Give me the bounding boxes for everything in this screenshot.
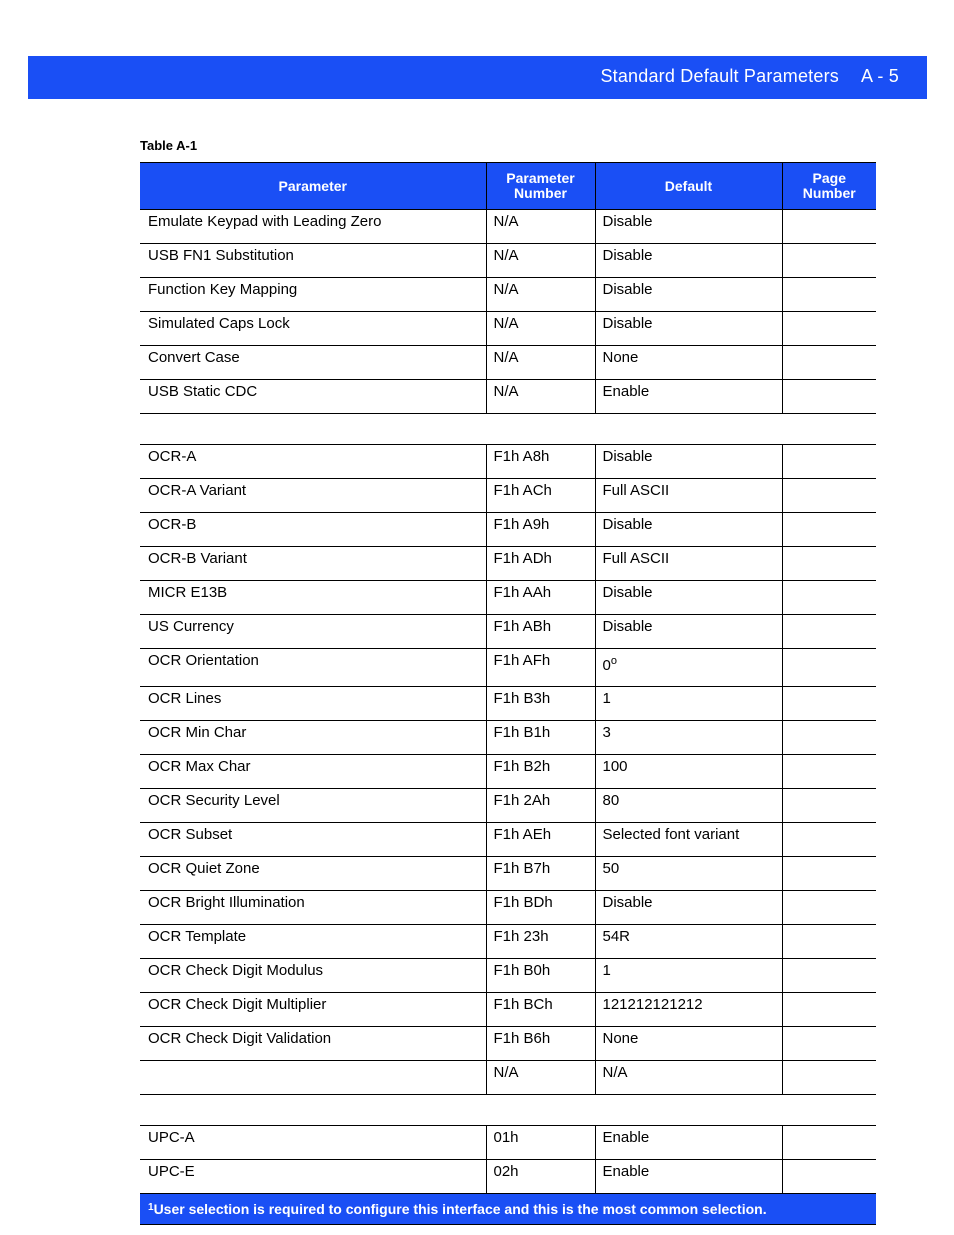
cell-default: Selected font variant [595, 823, 782, 857]
table-row [140, 547, 876, 581]
cell-page-number [782, 823, 876, 857]
table-row [140, 1160, 876, 1194]
cell-page-number [782, 1126, 876, 1160]
cell-parameter-number: F1h 2Ah [486, 789, 595, 823]
cell-parameter-number: N/A [486, 278, 595, 312]
cell-default: 50 [595, 857, 782, 891]
header-page-number: A - 5 [860, 66, 899, 86]
table-row [140, 823, 876, 857]
cell-default: Full ASCII [595, 547, 782, 581]
cell-default: Disable [595, 581, 782, 615]
cell-default: None [595, 1027, 782, 1061]
group-spacer [140, 414, 876, 445]
footnote [140, 1194, 876, 1225]
cell-parameter: OCR-B Variant [140, 547, 486, 581]
cell-page-number [782, 857, 876, 891]
cell-default: N/A [595, 1061, 782, 1095]
cell-parameter: OCR Quiet Zone [140, 857, 486, 891]
table-row [140, 445, 876, 479]
cell-parameter-number: 02h [486, 1160, 595, 1194]
cell-parameter-number: F1h B3h [486, 687, 595, 721]
cell-default: Enable [595, 380, 782, 414]
cell-parameter: OCR Orientation [140, 649, 486, 687]
cell-default: 3 [595, 721, 782, 755]
cell-parameter: OCR Security Level [140, 789, 486, 823]
table-row [140, 959, 876, 993]
cell-page-number [782, 581, 876, 615]
footnote-marker: 1 [148, 1202, 154, 1213]
column-header-parameter: Parameter [140, 163, 486, 210]
cell-parameter: UPC-E [140, 1160, 486, 1194]
cell-page-number [782, 755, 876, 789]
cell-default: Disable [595, 210, 782, 244]
cell-default: Full ASCII [595, 479, 782, 513]
default-value: 0 [602, 657, 611, 674]
table-row [140, 789, 876, 823]
table-row [140, 755, 876, 789]
cell-parameter: Simulated Caps Lock [140, 312, 486, 346]
table-row [140, 615, 876, 649]
cell-default: Enable [595, 1160, 782, 1194]
cell-page-number [782, 547, 876, 581]
cell-parameter [140, 1061, 486, 1095]
cell-page-number [782, 959, 876, 993]
cell-default: Disable [595, 615, 782, 649]
cell-page-number [782, 891, 876, 925]
cell-parameter: UPC-A [140, 1126, 486, 1160]
cell-parameter-number: F1h AEh [486, 823, 595, 857]
cell-parameter-number: N/A [486, 1061, 595, 1095]
table-body [140, 210, 876, 1194]
cell-parameter: Emulate Keypad with Leading Zero [140, 210, 486, 244]
cell-default: 121212121212 [595, 993, 782, 1027]
cell-parameter-number: F1h B1h [486, 721, 595, 755]
cell-page-number [782, 1027, 876, 1061]
degree-symbol: o [610, 655, 617, 667]
cell-parameter: OCR Bright Illumination [140, 891, 486, 925]
table-row [140, 891, 876, 925]
cell-page-number [782, 346, 876, 380]
cell-parameter-number: F1h BDh [486, 891, 595, 925]
cell-default: None [595, 346, 782, 380]
cell-parameter: OCR-A [140, 445, 486, 479]
cell-default: 1 [595, 687, 782, 721]
group-spacer-row [140, 1095, 876, 1126]
cell-page-number [782, 1160, 876, 1194]
cell-default: Disable [595, 312, 782, 346]
page-header-bar [28, 56, 927, 99]
footnote-row [140, 1194, 876, 1225]
cell-parameter-number: F1h ACh [486, 479, 595, 513]
cell-parameter: OCR Check Digit Validation [140, 1027, 486, 1061]
cell-page-number [782, 278, 876, 312]
table-row [140, 1126, 876, 1160]
cell-parameter-number: N/A [486, 346, 595, 380]
cell-page-number [782, 649, 876, 687]
cell-default: Disable [595, 244, 782, 278]
cell-parameter: OCR Check Digit Multiplier [140, 993, 486, 1027]
cell-page-number [782, 479, 876, 513]
cell-parameter-number: F1h B2h [486, 755, 595, 789]
cell-parameter: OCR Max Char [140, 755, 486, 789]
cell-parameter: Function Key Mapping [140, 278, 486, 312]
group-spacer [140, 1095, 876, 1126]
cell-parameter: OCR Lines [140, 687, 486, 721]
parameters-table [140, 162, 876, 1225]
cell-parameter-number: N/A [486, 210, 595, 244]
column-header-default: Default [595, 163, 782, 210]
cell-page-number [782, 789, 876, 823]
table-row [140, 513, 876, 547]
cell-page-number [782, 1061, 876, 1095]
cell-page-number [782, 312, 876, 346]
table-row [140, 346, 876, 380]
cell-parameter-number: F1h ADh [486, 547, 595, 581]
cell-parameter: OCR-B [140, 513, 486, 547]
cell-parameter-number: F1h 23h [486, 925, 595, 959]
cell-parameter-number: F1h A9h [486, 513, 595, 547]
cell-parameter-number: N/A [486, 380, 595, 414]
table-row [140, 721, 876, 755]
footnote-text: User selection is required to configure this interface and this is the most common selection. [153, 1201, 767, 1217]
cell-default: Enable [595, 1126, 782, 1160]
cell-page-number [782, 244, 876, 278]
cell-default: Disable [595, 891, 782, 925]
cell-page-number [782, 380, 876, 414]
cell-parameter-number: F1h AAh [486, 581, 595, 615]
cell-page-number [782, 925, 876, 959]
cell-parameter: Convert Case [140, 346, 486, 380]
table-row [140, 687, 876, 721]
cell-page-number [782, 210, 876, 244]
table-row [140, 649, 876, 687]
table-caption: Table A-1 [140, 138, 198, 153]
cell-page-number [782, 993, 876, 1027]
table-header-row [140, 163, 876, 210]
cell-page-number [782, 445, 876, 479]
cell-page-number [782, 513, 876, 547]
cell-page-number [782, 687, 876, 721]
cell-parameter: OCR Template [140, 925, 486, 959]
table-row [140, 581, 876, 615]
column-header-parameter-number: Parameter Number [486, 163, 595, 210]
cell-page-number [782, 615, 876, 649]
table-row [140, 278, 876, 312]
cell-parameter: OCR-A Variant [140, 479, 486, 513]
cell-parameter: USB FN1 Substitution [140, 244, 486, 278]
cell-parameter: US Currency [140, 615, 486, 649]
cell-parameter: MICR E13B [140, 581, 486, 615]
table-row [140, 312, 876, 346]
cell-page-number [782, 721, 876, 755]
cell-default: 80 [595, 789, 782, 823]
cell-default: Disable [595, 278, 782, 312]
cell-default: 1 [595, 959, 782, 993]
cell-default: 100 [595, 755, 782, 789]
table-row [140, 857, 876, 891]
column-header-page-number: Page Number [782, 163, 876, 210]
cell-parameter-number: F1h B6h [486, 1027, 595, 1061]
table-row [140, 479, 876, 513]
cell-parameter-number: F1h A8h [486, 445, 595, 479]
cell-parameter: USB Static CDC [140, 380, 486, 414]
cell-parameter-number: F1h B7h [486, 857, 595, 891]
table-row [140, 1027, 876, 1061]
table-row [140, 244, 876, 278]
group-spacer-row [140, 414, 876, 445]
table-row [140, 380, 876, 414]
table-row [140, 993, 876, 1027]
table-row [140, 1061, 876, 1095]
table-row [140, 210, 876, 244]
cell-parameter-number: F1h BCh [486, 993, 595, 1027]
cell-default: Disable [595, 445, 782, 479]
cell-parameter-number: F1h AFh [486, 649, 595, 687]
cell-parameter-number: F1h B0h [486, 959, 595, 993]
header-title: Standard Default Parameters [600, 66, 839, 86]
cell-parameter: OCR Subset [140, 823, 486, 857]
cell-parameter-number: N/A [486, 244, 595, 278]
cell-parameter-number: 01h [486, 1126, 595, 1160]
cell-default: Disable [595, 513, 782, 547]
cell-default: 54R [595, 925, 782, 959]
cell-parameter-number: F1h ABh [486, 615, 595, 649]
page-header [600, 66, 899, 87]
cell-parameter-number: N/A [486, 312, 595, 346]
cell-default [595, 649, 782, 687]
cell-parameter: OCR Min Char [140, 721, 486, 755]
table-row [140, 925, 876, 959]
cell-parameter: OCR Check Digit Modulus [140, 959, 486, 993]
